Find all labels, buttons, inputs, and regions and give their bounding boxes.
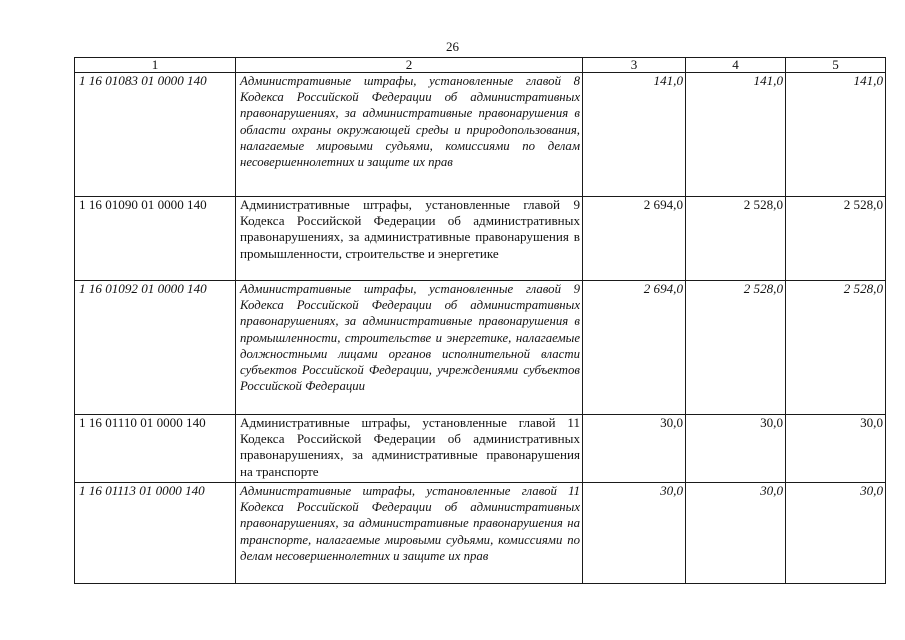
row-value-col4: 30,0 <box>686 415 786 483</box>
table-row <box>75 73 886 197</box>
row-value-col4: 2 528,0 <box>686 281 786 415</box>
row-value-col3: 30,0 <box>583 415 686 483</box>
row-value-col3: 2 694,0 <box>583 197 686 281</box>
table-row <box>75 483 886 584</box>
revenue-table <box>74 57 886 584</box>
table-row <box>75 415 886 483</box>
row-value-col5: 2 528,0 <box>786 281 886 415</box>
row-code: 1 16 01110 01 0000 140 <box>75 415 236 483</box>
row-value-col5: 141,0 <box>786 73 886 197</box>
column-header-4: 4 <box>686 58 786 73</box>
table-row <box>75 281 886 415</box>
row-description: Административные штрафы, установленные главой 8 Кодекса Российской Федерации об административных правонарушениях, за административные правонарушения в области охраны окружающей среды и природопользования, налагаемые мировыми судьями, комиссиями по делам несовершеннолетних и защите их прав <box>236 73 583 197</box>
row-code: 1 16 01113 01 0000 140 <box>75 483 236 584</box>
row-value-col3: 30,0 <box>583 483 686 584</box>
column-header-5: 5 <box>786 58 886 73</box>
row-value-col4: 2 528,0 <box>686 197 786 281</box>
row-code: 1 16 01092 01 0000 140 <box>75 281 236 415</box>
row-value-col3: 2 694,0 <box>583 281 686 415</box>
column-header-2: 2 <box>236 58 583 73</box>
row-description: Административные штрафы, установленные главой 9 Кодекса Российской Федерации об административных правонарушениях, за административные правонарушения в промышленности, строительстве и энергетике, налагаемые должностными лицами органов исполнительной власти субъектов Российской Федерации, учреждениями субъектов Российской Федерации <box>236 281 583 415</box>
row-description: Административные штрафы, установленные главой 9 Кодекса Российской Федерации об административных правонарушениях, за административные правонарушения в промышленности, строительстве и энергетике <box>236 197 583 281</box>
table-row <box>75 197 886 281</box>
row-code: 1 16 01083 01 0000 140 <box>75 73 236 197</box>
row-code: 1 16 01090 01 0000 140 <box>75 197 236 281</box>
row-value-col5: 30,0 <box>786 483 886 584</box>
column-header-3: 3 <box>583 58 686 73</box>
column-header-1: 1 <box>75 58 236 73</box>
page-number: 26 <box>446 39 459 54</box>
row-value-col4: 141,0 <box>686 73 786 197</box>
row-value-col5: 2 528,0 <box>786 197 886 281</box>
row-value-col4: 30,0 <box>686 483 786 584</box>
row-value-col5: 30,0 <box>786 415 886 483</box>
table-header-row <box>75 58 886 73</box>
row-description: Административные штрафы, установленные главой 11 Кодекса Российской Федерации об административных правонарушениях, за административные правонарушения на транспорте, налагаемые мировыми судьями, комиссиями по делам несовершеннолетних и защите их прав <box>236 483 583 584</box>
row-value-col3: 141,0 <box>583 73 686 197</box>
row-description: Административные штрафы, установленные главой 11 Кодекса Российской Федерации об административных правонарушениях, за административные правонарушения на транспорте <box>236 415 583 483</box>
